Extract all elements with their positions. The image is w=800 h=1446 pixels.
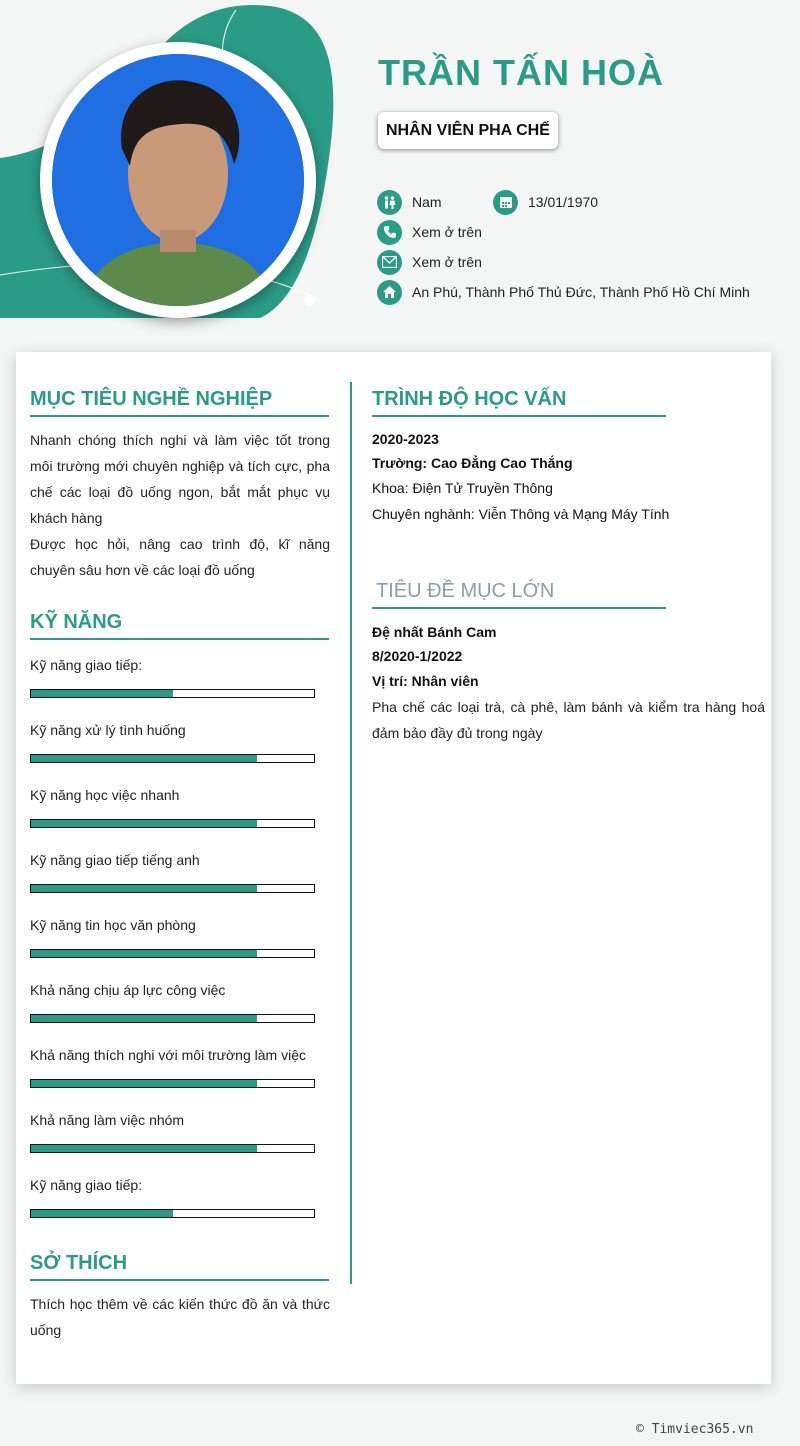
home-icon bbox=[377, 280, 402, 305]
skill-bar-fill bbox=[31, 950, 257, 957]
gender-row bbox=[377, 189, 442, 215]
gender-value: Nam bbox=[412, 194, 442, 210]
skill-bar-fill bbox=[31, 690, 173, 697]
skill-bar bbox=[30, 884, 315, 893]
education-school: Trường: Cao Đẳng Cao Thắng bbox=[372, 455, 573, 471]
birthdate-row bbox=[493, 189, 598, 215]
skill-bar bbox=[30, 819, 315, 828]
experience-company: Đệ nhất Bánh Cam bbox=[372, 624, 497, 640]
address-value: An Phú, Thành Phố Thủ Đức, Thành Phố Hồ Chí Minh bbox=[412, 284, 750, 300]
phone-row bbox=[377, 219, 482, 245]
phone-value: Xem ở trên bbox=[412, 224, 482, 240]
email-row bbox=[377, 249, 482, 275]
experience-description: Pha chế các loại trà, cà phê, làm bánh và kiểm tra hàng hoá đảm bảo đầy đủ trong ngày bbox=[372, 699, 765, 741]
education-heading: TRÌNH ĐỘ HỌC VẤN bbox=[372, 388, 666, 417]
objective-heading: MỤC TIÊU NGHỀ NGHIỆP bbox=[30, 388, 329, 417]
objective-text-1: Nhanh chóng thích nghi và làm việc tốt trong môi trường mới chuyên nghiệp và tích cực, pha chế các loại đồ uống ngon, bắt mắt phục vụ khách hàng bbox=[30, 432, 330, 526]
skill-label: Kỹ năng giao tiếp tiếng anh bbox=[30, 852, 200, 868]
skill-bar-fill bbox=[31, 1015, 257, 1022]
skills-heading: KỸ NĂNG bbox=[30, 611, 329, 640]
email-value: Xem ở trên bbox=[412, 254, 482, 270]
skill-bar bbox=[30, 754, 315, 763]
skill-bar-fill bbox=[31, 1145, 257, 1152]
skill-bar-fill bbox=[31, 1210, 173, 1217]
job-title-badge: NHÂN VIÊN PHA CHẾ bbox=[378, 112, 558, 149]
email-icon bbox=[377, 250, 402, 275]
calendar-icon bbox=[493, 190, 518, 215]
skill-label: Kỹ năng giao tiếp: bbox=[30, 657, 143, 673]
phone-icon bbox=[377, 220, 402, 245]
skill-label: Kỹ năng học việc nhanh bbox=[30, 787, 180, 803]
experience-period: 8/2020-1/2022 bbox=[372, 648, 463, 664]
skill-bar bbox=[30, 689, 315, 698]
skill-bar-fill bbox=[31, 755, 257, 762]
hobbies-text: Thích học thêm về các kiến thức đồ ăn và thức uống bbox=[30, 1296, 330, 1338]
experience-heading: TIÊU ĐỀ MỤC LỚN bbox=[372, 580, 666, 609]
birthdate-value: 13/01/1970 bbox=[528, 194, 599, 210]
hobbies-heading: SỞ THÍCH bbox=[30, 1252, 329, 1281]
column-divider bbox=[350, 382, 352, 1284]
avatar-frame bbox=[40, 42, 316, 318]
skill-label: Khả năng làm việc nhóm bbox=[30, 1112, 185, 1128]
skill-label: Kỹ năng giao tiếp: bbox=[30, 1177, 143, 1193]
education-period: 2020-2023 bbox=[372, 431, 439, 447]
cv-body-card bbox=[16, 352, 771, 1384]
skill-bar bbox=[30, 1144, 315, 1153]
skill-bar bbox=[30, 1014, 315, 1023]
skill-bar-fill bbox=[31, 820, 257, 827]
cv-header bbox=[0, 0, 800, 340]
skill-bar-fill bbox=[31, 885, 257, 892]
skill-label: Khả năng thích nghi với môi trường làm việc bbox=[30, 1047, 306, 1063]
skill-bar bbox=[30, 949, 315, 958]
education-major: Chuyên nghành: Viễn Thông và Mạng Máy Tính bbox=[372, 506, 670, 522]
address-row bbox=[377, 279, 750, 305]
skill-bar-fill bbox=[31, 1080, 257, 1087]
objective-text-2: Được học hỏi, nâng cao trình độ, kĩ năng chuyên sâu hơn về các loại đồ uống bbox=[30, 536, 330, 578]
skill-label: Kỹ năng tin học văn phòng bbox=[30, 917, 196, 933]
skill-label: Kỹ năng xử lý tình huống bbox=[30, 722, 186, 738]
footer-credit: © Timviec365.vn bbox=[636, 1422, 754, 1437]
skill-bar bbox=[30, 1079, 315, 1088]
candidate-name: TRẦN TẤN HOÀ bbox=[378, 52, 664, 93]
skill-bar bbox=[30, 1209, 315, 1218]
gender-icon bbox=[377, 190, 402, 215]
experience-position: Vị trí: Nhân viên bbox=[372, 673, 479, 689]
education-faculty: Khoa: Điện Tử Truyền Thông bbox=[372, 480, 553, 496]
avatar bbox=[52, 54, 304, 306]
skill-label: Khả năng chịu áp lực công việc bbox=[30, 982, 226, 998]
